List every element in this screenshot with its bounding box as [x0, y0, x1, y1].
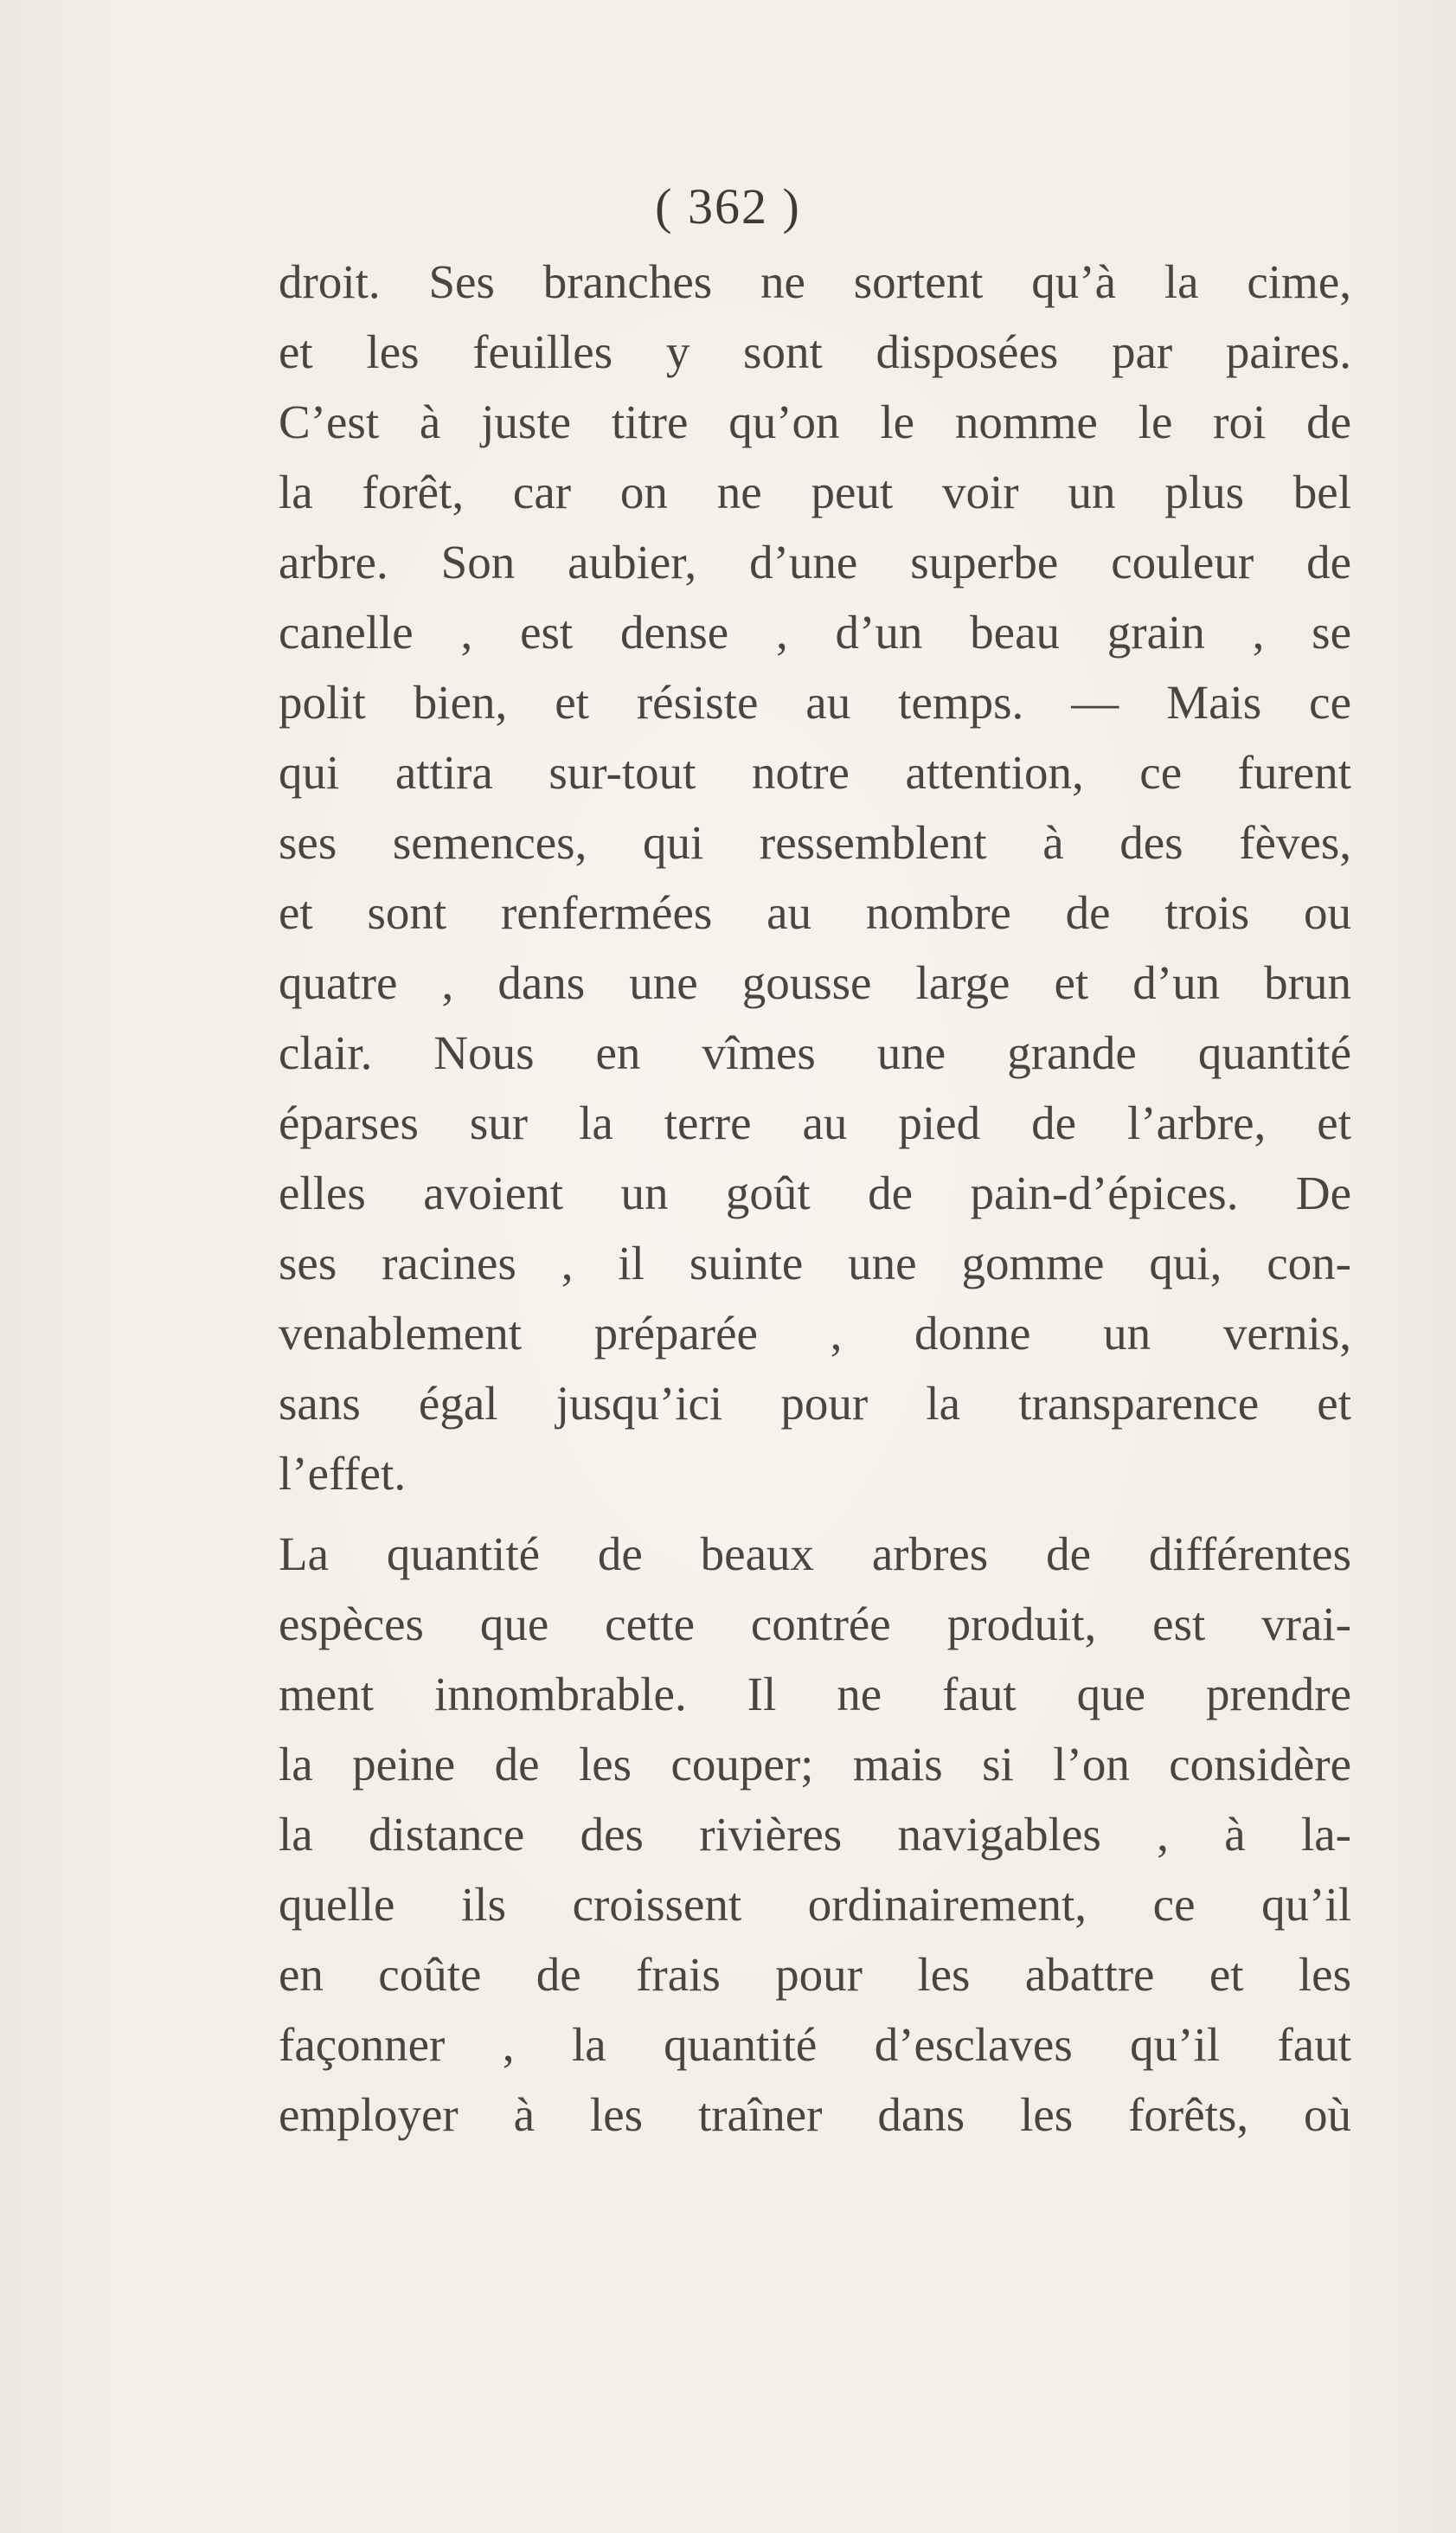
paragraph-2	[279, 1519, 1351, 2150]
text-line: droit. Ses branches ne sortent qu’à la cime,	[279, 255, 1351, 308]
text-line: ses semences, qui ressemblent à des fèves,	[279, 816, 1351, 869]
text-line: clair. Nous en vîmes une grande quantité	[279, 1026, 1351, 1079]
text-line: la forêt, car on ne peut voir un plus bel	[279, 466, 1351, 518]
text-line: espèces que cette contrée produit, est vrai-	[279, 1598, 1351, 1650]
text-line: l’effet.	[279, 1447, 407, 1500]
text-line: polit bien, et résiste au temps. — Mais ce	[279, 676, 1351, 729]
text-line: ses racines , il suinte une gomme qui, con-	[279, 1237, 1351, 1289]
body-text	[279, 247, 1351, 2150]
text-line: sans égal jusqu’ici pour la transparence et	[279, 1377, 1351, 1430]
text-line: quatre , dans une gousse large et d’un brun	[279, 956, 1351, 1009]
text-line: C’est à juste titre qu’on le nomme le roi de	[279, 395, 1351, 448]
text-line: façonner , la quantité d’esclaves qu’il faut	[279, 2018, 1351, 2071]
text-line: la distance des rivières navigables , à la-	[279, 1808, 1351, 1861]
text-line: arbre. Son aubier, d’une superbe couleur de	[279, 536, 1351, 588]
text-line: quelle ils croissent ordinairement, ce qu’il	[279, 1878, 1351, 1931]
text-line: éparses sur la terre au pied de l’arbre, et	[279, 1096, 1351, 1149]
page-number: ( 362 )	[655, 178, 801, 235]
text-line: La quantité de beaux arbres de différentes	[279, 1527, 1351, 1580]
text-line: canelle , est dense , d’un beau grain , se	[279, 606, 1351, 659]
text-line: qui attira sur-tout notre attention, ce furent	[279, 746, 1351, 799]
paragraph-1	[279, 247, 1351, 1508]
text-line: employer à les traîner dans les forêts, où	[279, 2088, 1351, 2141]
text-line: et les feuilles y sont disposées par paires.	[279, 325, 1351, 378]
text-line: la peine de les couper; mais si l’on considère	[279, 1738, 1351, 1790]
text-line: et sont renfermées au nombre de trois ou	[279, 886, 1351, 939]
text-line: ment innombrable. Il ne faut que prendre	[279, 1668, 1351, 1720]
text-line: en coûte de frais pour les abattre et les	[279, 1948, 1351, 2001]
text-line: elles avoient un goût de pain-d’épices. De	[279, 1167, 1351, 1219]
text-line: venablement préparée , donne un vernis,	[279, 1307, 1351, 1360]
